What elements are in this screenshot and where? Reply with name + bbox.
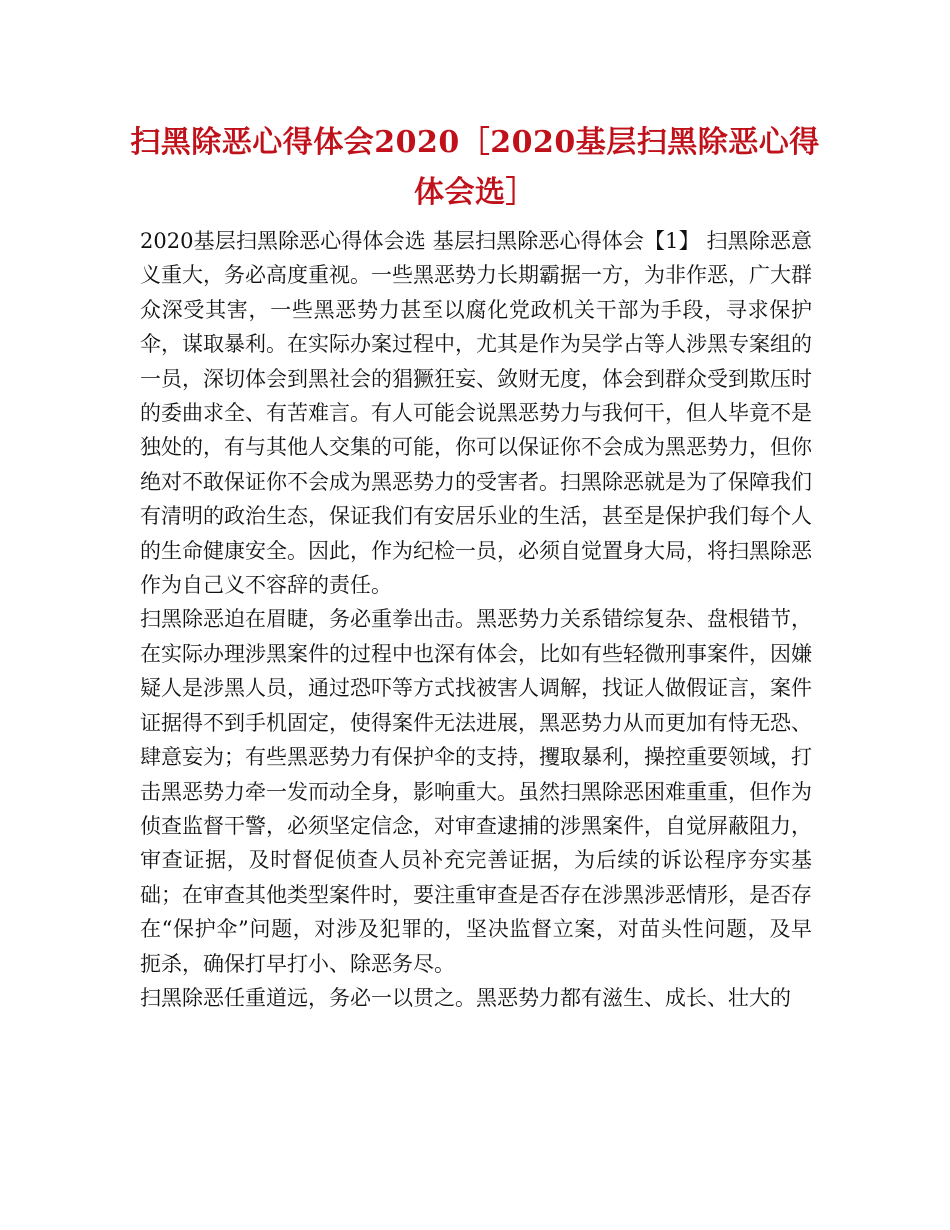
document-body — [140, 224, 812, 1015]
paragraph-2: 扫黑除恶迫在眉睫，务必重拳出击。黑恶势力关系错综复杂、盘根错节，在实际办理涉黑案件的过程中也深有体会，比如有些轻微刑事案件，因嫌疑人是涉黑人员，通过恐吓等方式找被害人调解，找证人做假证言，案件证据得不到手机固定，使得案件无法进展，黑恶势力从而更加有恃无恐、肆意妄为；有些黑恶势力有保护伞的支持，攫取暴利，操控重要领域，打击黑恶势力牵一发而动全身，影响重大。虽然扫黑除恶困难重重，但作为侦查监督干警，必须坚定信念，对审查逮捕的涉黑案件，自觉屏蔽阻力，审查证据，及时督促侦查人员补充完善证据，为后续的诉讼程序夯实基础；在审查其他类型案件时，要注重审查是否存在涉黑涉恶情形，是否存在“保护伞”问题，对涉及犯罪的，坚决监督立案，对苗头性问题，及早扼杀，确保打早打小、除恶务尽。 — [140, 607, 812, 976]
document-title: 扫黑除恶心得体会2020［2020基层扫黑除恶心得体会选］ — [130, 125, 820, 210]
paragraph-1: 2020基层扫黑除恶心得体会选 基层扫黑除恶心得体会【1】 扫黑除恶意义重大，务必高度重视。一些黑恶势力长期霸据一方，为非作恶，广大群众深受其害，一些黑恶势力甚至以腐化党政机关干部为手段，寻求保护伞，谋取暴利。在实际办案过程中，尤其是作为吴学占等人涉黑专案组的一员，深切体会到黑社会的猖獗狂妄、敛财无度，体会到群众受到欺压时的委曲求全、有苦难言。有人可能会说黑恶势力与我何干，但人毕竟不是独处的，有与其他人交集的可能，你可以保证你不会成为黑恶势力，但你绝对不敢保证你不会成为黑恶势力的受害者。扫黑除恶就是为了保障我们有清明的政治生态，保证我们有安居乐业的生活，甚至是保护我们每个人的生命健康安全。因此，作为纪检一员，必须自觉置身大局，将扫黑除恶作为自己义不容辞的责任。 — [140, 229, 812, 598]
paragraph-3: 扫黑除恶任重道远，务必一以贯之。黑恶势力都有滋生、成长、壮大的 — [140, 985, 791, 1010]
